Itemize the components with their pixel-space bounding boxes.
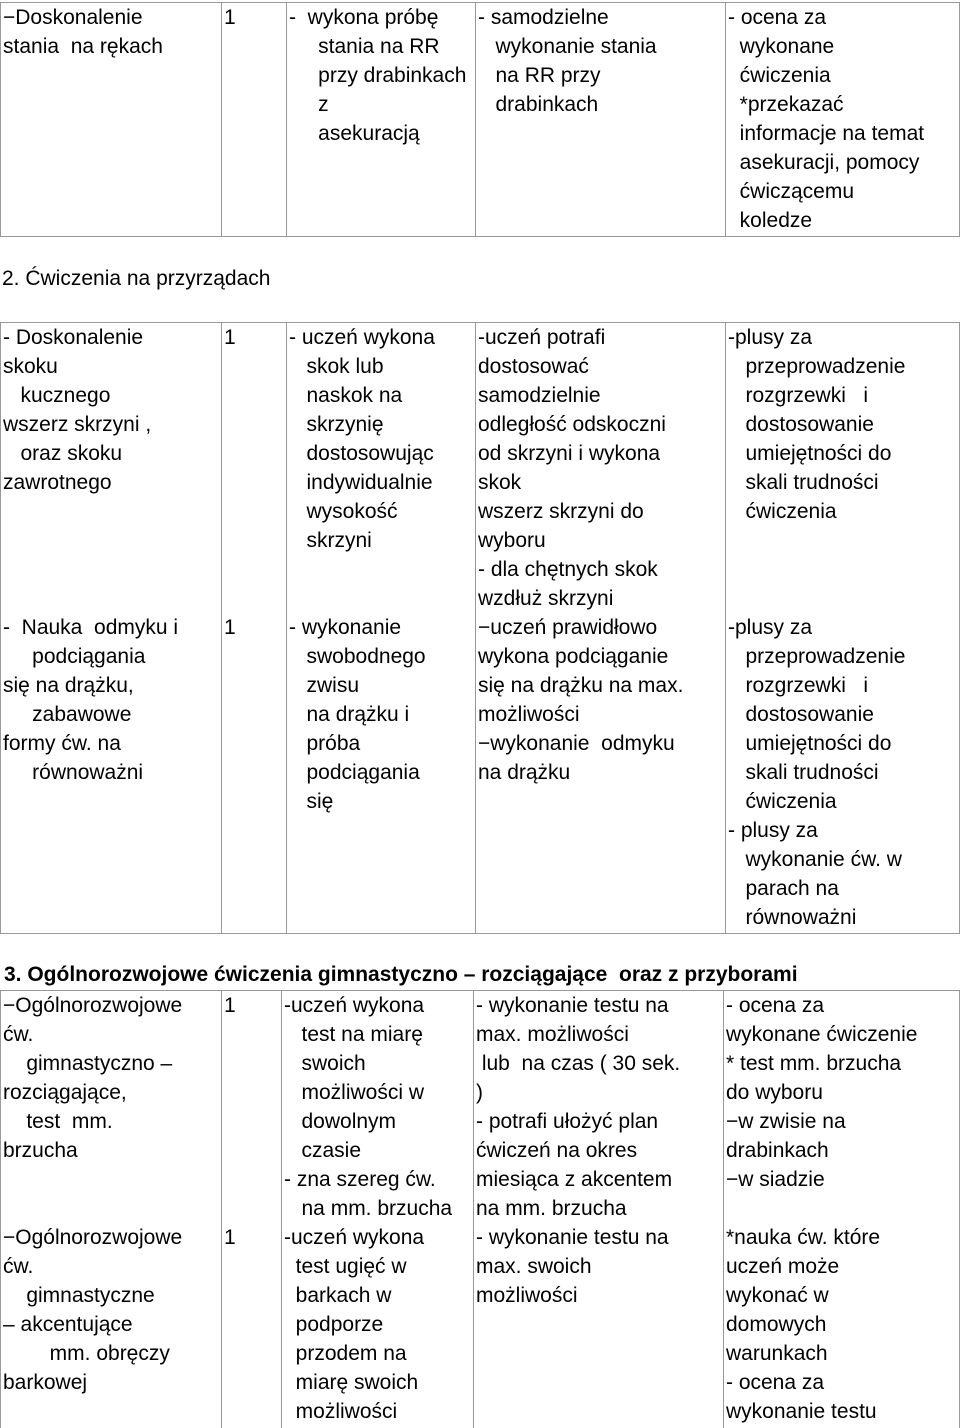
assessment-cell: - ocena za wykonane ćwiczenia *przekazać informacje na temat asekuracji, pomocy ćwiczącemu koledze (726, 3, 960, 237)
table-row (1, 3, 960, 237)
student-knows-cell: -uczeń potrafi dostosować samodzielnie odległość odskoczni od skrzyni i wykona skok wszerz skrzyni do wyboru - dla chętnych skok wzdłuż skrzyni (476, 323, 726, 614)
section-heading-2: 2. Ćwiczenia na przyrządach (2, 267, 271, 290)
section-heading-3: 3. Ogólnorozwojowe ćwiczenia gimnastyczno – rozciągające oraz z przyborami (4, 963, 798, 986)
hours-cell: 1 (222, 3, 287, 237)
topic-cell: - Doskonalenie skoku kucznego wszerz skrzyni , oraz skoku zawrotnego (1, 323, 222, 614)
hours-cell: 1 (222, 1223, 282, 1428)
student-knows-cell: −uczeń prawidłowo wykona podciąganie się na drążku na max. możliwości −wykonanie odmyku na drążku (476, 613, 726, 933)
assessment-cell: -plusy za przeprowadzenie rozgrzewki i dostosowanie umiejętności do skali trudności ćwiczenia (726, 323, 960, 614)
topic-cell: −Doskonalenie stania na rękach (1, 3, 222, 237)
hours-cell: 1 (222, 613, 287, 933)
student-does-cell: - wykona próbę stania na RR przy drabinkach z asekuracją (287, 3, 476, 237)
hours-cell: 1 (222, 323, 287, 614)
hours-cell: 1 (222, 991, 282, 1224)
student-does-cell: -uczeń wykona test na miarę swoich możliwości w dowolnym czasie - zna szereg ćw. na mm. brzucha (282, 991, 474, 1224)
table-row (1, 991, 960, 1224)
lesson-table-2 (0, 322, 960, 934)
student-knows-cell: - wykonanie testu na max. swoich możliwości (474, 1223, 724, 1428)
topic-cell: −Ogólnorozwojowe ćw. gimnastyczno – rozciągające, test mm. brzucha (1, 991, 222, 1224)
topic-cell: - Nauka odmyku i podciągania się na drążku, zabawowe formy ćw. na równoważni (1, 613, 222, 933)
student-does-cell: -uczeń wykona test ugięć w barkach w podporze przodem na miarę swoich możliwości (282, 1223, 474, 1428)
table-row (1, 323, 960, 614)
table-row (1, 613, 960, 933)
lesson-table-3 (0, 990, 960, 1428)
student-does-cell: - uczeń wykona skok lub naskok na skrzynię dostosowując indywidualnie wysokość skrzyni (287, 323, 476, 614)
assessment-cell: -plusy za przeprowadzenie rozgrzewki i dostosowanie umiejętności do skali trudności ćwiczenia - plusy za wykonanie ćw. w parach na równoważni (726, 613, 960, 933)
topic-cell: −Ogólnorozwojowe ćw. gimnastyczne – akcentujące mm. obręczy barkowej (1, 1223, 222, 1428)
student-knows-cell: - wykonanie testu na max. możliwości lub na czas ( 30 sek. ) - potrafi ułożyć plan ćwiczeń na okres miesiąca z akcentem na mm. brzucha (474, 991, 724, 1224)
student-does-cell: - wykonanie swobodnego zwisu na drążku i próba podciągania się (287, 613, 476, 933)
table-row (1, 1223, 960, 1428)
student-knows-cell: - samodzielne wykonanie stania na RR przy drabinkach (476, 3, 726, 237)
lesson-table-1 (0, 2, 960, 237)
assessment-cell: - ocena za wykonane ćwiczenie * test mm. brzucha do wyboru −w zwisie na drabinkach −w siadzie (724, 991, 960, 1224)
assessment-cell: *nauka ćw. które uczeń może wykonać w domowych warunkach - ocena za wykonanie testu (724, 1223, 960, 1428)
